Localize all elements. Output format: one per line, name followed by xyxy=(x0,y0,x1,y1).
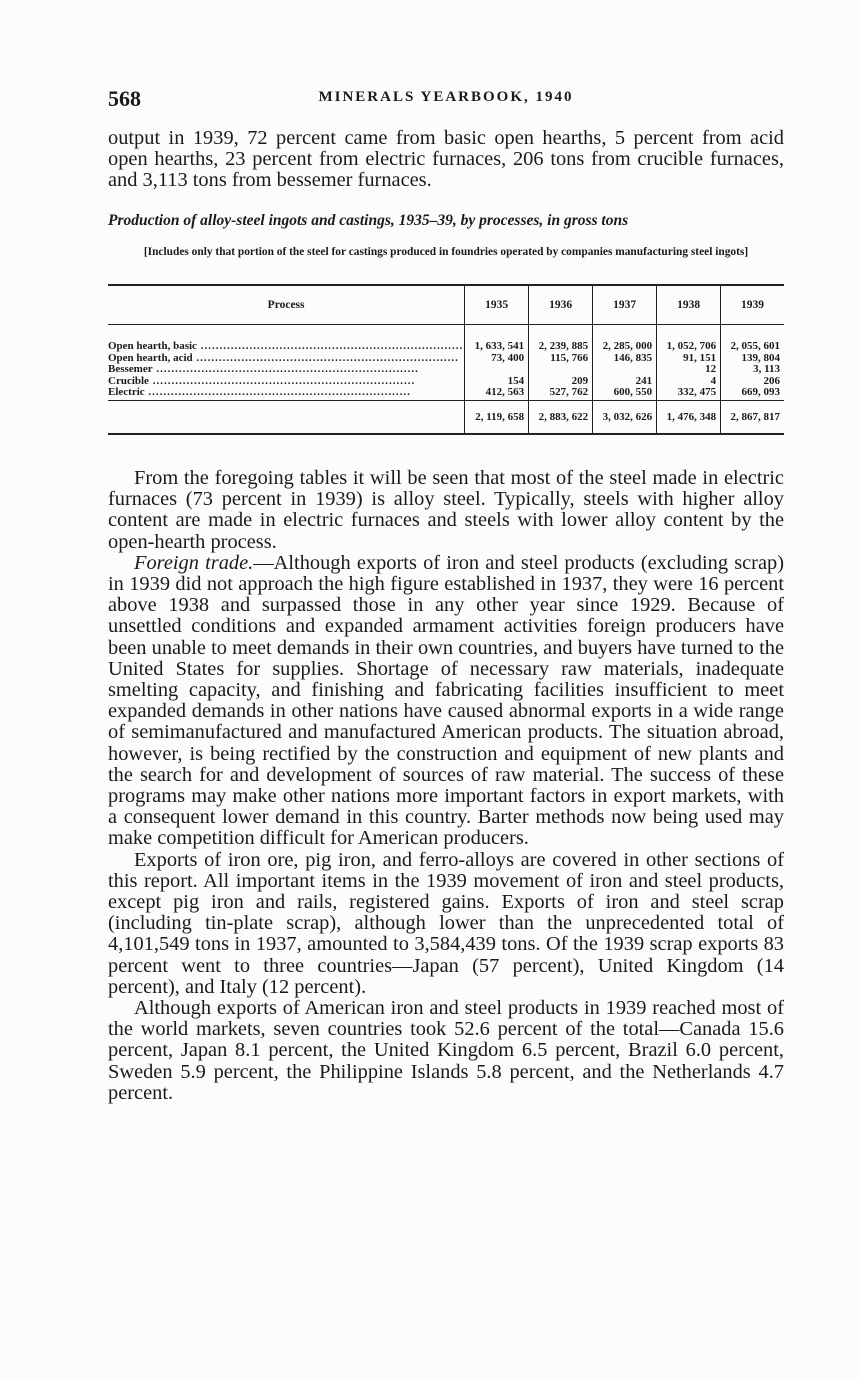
table-cell: 2, 055, 601 xyxy=(730,340,780,352)
total-cell: 1, 476, 348 xyxy=(657,400,721,434)
page-number: 568 xyxy=(108,86,141,111)
column-header: 1936 xyxy=(529,285,593,325)
section-lead: Foreign trade. xyxy=(134,551,254,574)
table-cell: 2, 239, 885 xyxy=(538,340,589,352)
table-cell: 412, 563 xyxy=(485,386,525,399)
table-cell: 73, 400 xyxy=(491,351,525,364)
table-cell: 91, 151 xyxy=(683,351,717,364)
total-cell: 2, 867, 817 xyxy=(721,400,784,434)
column-header: 1935 xyxy=(465,285,529,325)
table-cell: 669, 093 xyxy=(741,386,780,399)
table-cell: 206 xyxy=(763,374,780,387)
table-cell: 527, 762 xyxy=(549,386,589,399)
table-cell: 332, 475 xyxy=(677,386,717,399)
table-total-row xyxy=(108,400,784,434)
total-label-cell xyxy=(108,400,465,434)
table-title: Production of alloy-steel ingots and castings, 1935–39, by processes, in gross tons xyxy=(108,212,629,229)
table-cell: 12 xyxy=(705,363,717,376)
body-paragraph: From the foregoing tables it will be seen that most of the steel made in electric furnaces (73 percent in 1939) is alloy steel. Typically, steels with higher alloy content are made in electric furnaces and steels with lower alloy content by the open-hearth process. xyxy=(108,467,784,553)
total-cell: 2, 883, 622 xyxy=(529,400,593,434)
column-header: Process xyxy=(108,285,465,325)
table-cell: 1, 633, 541 xyxy=(474,340,525,352)
total-cell: 2, 119, 658 xyxy=(465,400,529,434)
table-cell: 115, 766 xyxy=(550,351,589,364)
table-cell: 139, 804 xyxy=(741,351,780,364)
process-column xyxy=(108,325,465,401)
table-row-label: Open hearth, acid ..... xyxy=(108,353,463,365)
table-row-label: Electric ..... xyxy=(108,387,463,399)
table-cell: 209 xyxy=(571,374,589,387)
table-cell: 146, 835 xyxy=(613,351,653,364)
production-table xyxy=(108,284,784,435)
year-column-1935 xyxy=(465,325,529,401)
table-body xyxy=(108,325,784,401)
table-note: [Includes only that portion of the steel for castings produced in foundries operated by companies manufacturing steel ingots] xyxy=(143,246,749,258)
year-column-1938 xyxy=(657,325,721,401)
table-cell: 1, 052, 706 xyxy=(666,340,717,352)
column-header: 1937 xyxy=(593,285,657,325)
table-cell: 3, 113 xyxy=(753,363,780,376)
body-paragraph: Although exports of American iron and steel products in 1939 reached most of the world markets, seven countries took 52.6 percent of the total—Canada 15.6 percent, Japan 8.1 percent, the United Kingdom 6.5 percent, Brazil 6.0 percent, Sweden 5.9 percent, the Philippine Islands 5.8 percent, and the Netherlands 4.7 percent. xyxy=(108,997,784,1104)
running-title: MINERALS YEARBOOK, 1940 xyxy=(318,89,574,105)
table-header-row xyxy=(108,285,784,325)
year-column-1937 xyxy=(593,325,657,401)
body-paragraph: Foreign trade.—Although exports of iron and steel products (excluding scrap) in 1939 did not approach the high figure established in 1937, they were 16 percent above 1938 and surpassed those in any other year since 1929. Because of unsettled conditions and expanded armament activities foreign producers have been unable to meet demands in their own countries, and buyers have turned to the United States for supplies. Shortage of necessary raw materials, inadequate smelting capacity, and finishing and fabricating facilities insufficient to meet expanded demands in other nations have caused abnormal exports in a wide range of semimanufactured and manufactured American products. The situation abroad, however, is being rectified by the construction and equipment of new plants and the search for and development of sources of raw material. The success of these programs may make other nations more important factors in export markets, with a consequent lower demand in this country. Barter methods now being used may make competition difficult for American producers. xyxy=(108,551,785,850)
table-cell: 4 xyxy=(710,374,717,387)
column-header: 1939 xyxy=(721,285,784,325)
table-row-label: Bessemer ..... xyxy=(108,364,463,376)
table-cell: 241 xyxy=(635,374,653,387)
body-text xyxy=(108,468,784,1104)
table-row-label: Open hearth, basic ..... xyxy=(108,341,463,353)
page-header xyxy=(108,86,784,112)
table-cell: 2, 285, 000 xyxy=(602,340,653,352)
year-column-1936 xyxy=(529,325,593,401)
table-cell: 600, 550 xyxy=(613,386,653,399)
column-header: 1938 xyxy=(657,285,721,325)
year-column-1939 xyxy=(721,325,784,401)
body-paragraph: Exports of iron ore, pig iron, and ferro-alloys are covered in other sections of this report. All important items in the 1939 movement of iron and steel products, except pig iron and rails, registered gains. Exports of iron and steel scrap (including tin-plate scrap), although lower than the unprecedented total of 4,101,549 tons in 1937, amounted to 3,584,439 tons. Of the 1939 scrap exports 83 percent went to three countries—Japan (57 percent), United Kingdom (14 percent), and Italy (12 percent). xyxy=(108,848,784,998)
table-cell: 154 xyxy=(507,374,525,387)
table-row-label: Crucible ..... xyxy=(108,376,463,388)
intro-paragraph: output in 1939, 72 percent came from basic open hearths, 5 percent from acid open hearths, 23 percent from electric furnaces, 206 tons from crucible furnaces, and 3,113 tons from bessemer furnaces. xyxy=(108,127,784,192)
total-cell: 3, 032, 626 xyxy=(593,400,657,434)
